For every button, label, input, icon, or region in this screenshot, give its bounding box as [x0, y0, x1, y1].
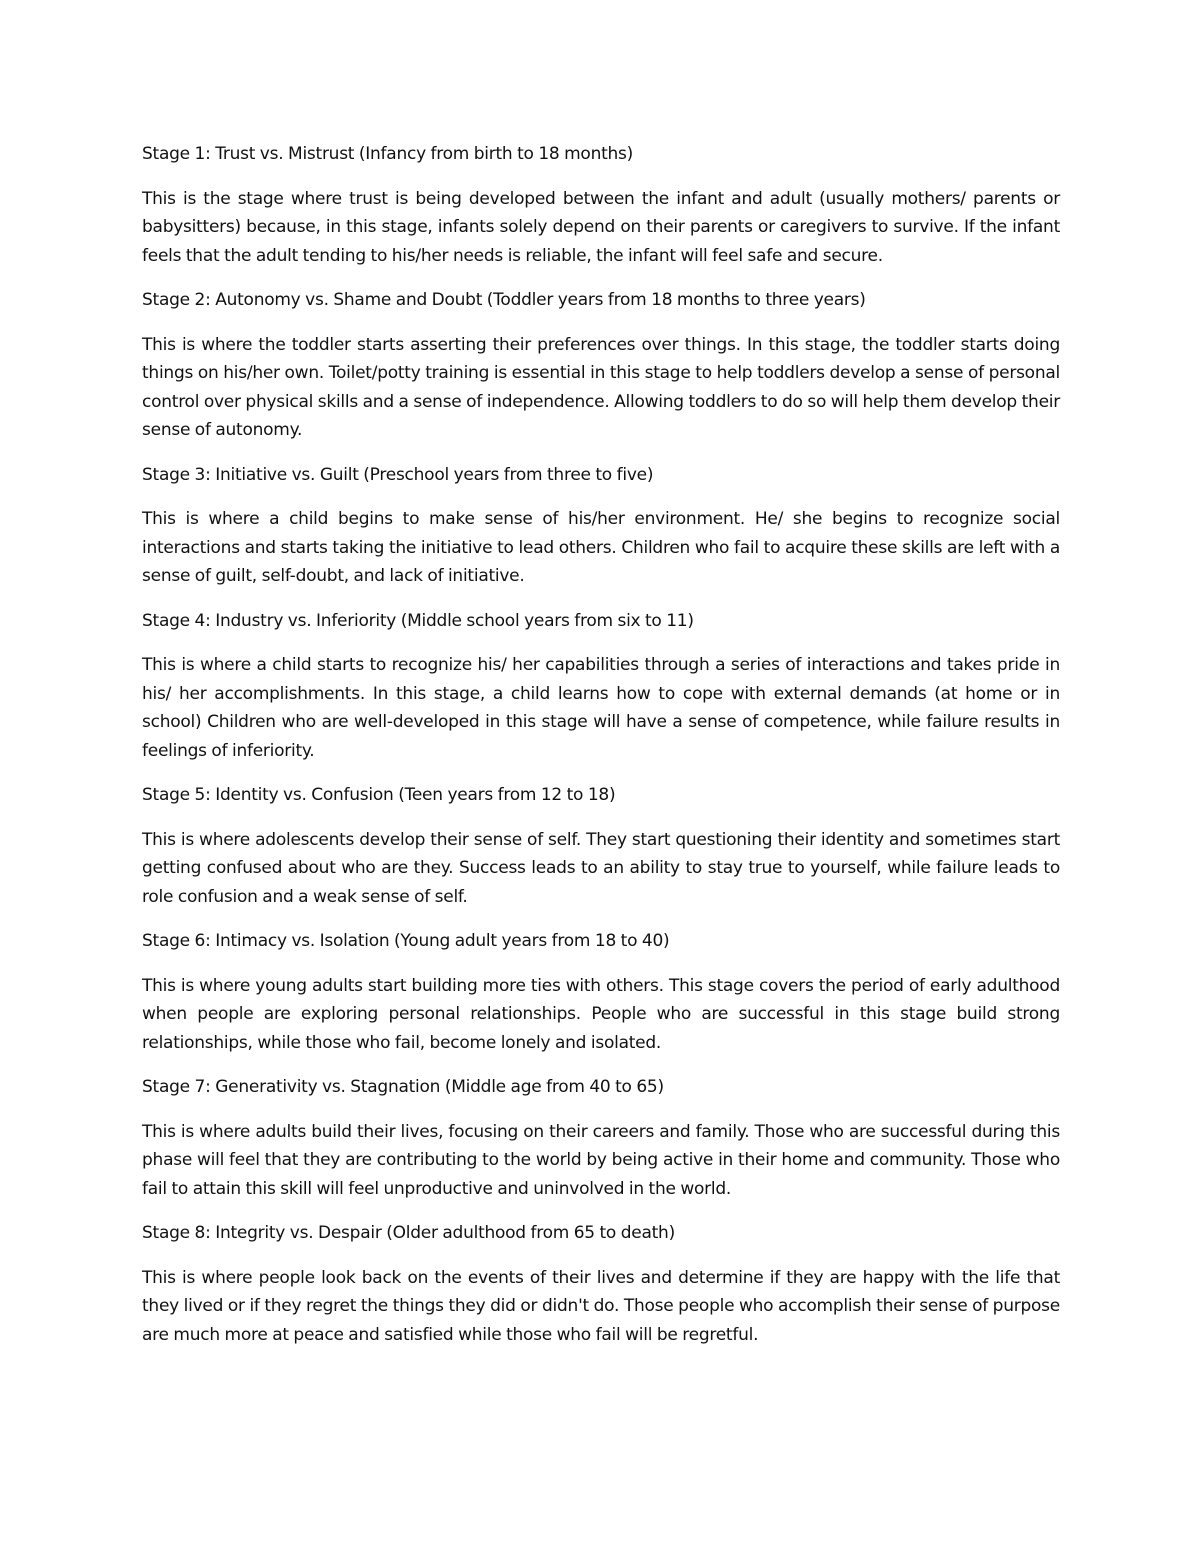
stage-7-body: This is where adults build their lives, focusing on their careers and family. Those who are successful during this phase will feel that they are contributing to the world by being active in their home and community. Those who fail to attain this skill will feel unproductive and uninvolved in the world.: [142, 1121, 1060, 1199]
stage-1-body: This is the stage where trust is being developed between the infant and adult (usually mothers/ parents or babysitters) because, in this stage, infants solely depend on their parents or caregivers to survive. If the infant feels that the adult tending to his/her needs is reliable, the infant will feel safe and secure.: [142, 188, 1060, 266]
stage-4-heading: Stage 4: Industry vs. Inferiority (Middle school years from six to 11): [142, 610, 694, 631]
stage-2-heading: Stage 2: Autonomy vs. Shame and Doubt (Toddler years from 18 months to three years): [142, 290, 866, 310]
stage-5-heading: Stage 5: Identity vs. Confusion (Teen years from 12 to 18): [142, 785, 616, 805]
stage-5-body: This is where adolescents develop their sense of self. They start questioning their identity and sometimes start getting confused about who are they. Success leads to an ability to stay true to yourself, while failure leads to role confusion and a weak sense of self.: [142, 829, 1060, 907]
stage-3-body: This is where a child begins to make sense of his/her environment. He/ she begins to recognize social interactions and starts taking the initiative to lead others. Children who fail to acquire these skills are left with a sense of guilt, self-doubt, and lack of initiative.: [142, 509, 1060, 586]
stage-6-heading: Stage 6: Intimacy vs. Isolation (Young adult years from 18 to 40): [142, 931, 670, 951]
stage-6-body: This is where young adults start building more ties with others. This stage covers the period of early adulthood when people are exploring personal relationships. People who are successful in this stage build strong relationships, while those who fail, become lonely and isolated.: [142, 975, 1060, 1053]
stage-8-body: This is where people look back on the events of their lives and determine if they are happy with the life that they lived or if they regret the things they did or didn't do. Those people who accomplish their sense of purpose are much more at peace and satisfied while those who fail will be regretful.: [142, 1267, 1060, 1345]
stage-2-body: This is where the toddler starts asserting their preferences over things. In this stage, the toddler starts doing things on his/her own. Toilet/potty training is essential in this stage to help toddlers develop a sense of personal control over physical skills and a sense of independence. Allowing toddlers to do so will help them develop their sense of autonomy.: [142, 334, 1060, 440]
stage-1-heading: Stage 1: Trust vs. Mistrust (Infancy from birth to 18 months): [142, 144, 634, 164]
stage-4-body: This is where a child starts to recognize his/ her capabilities through a series of interactions and takes pride in his/ her accomplishments. In this stage, a child learns how to cope with external demands (at home or in school) Children who are well-developed in this stage will have a sense of competence, while failure results in feelings of inferiority.: [142, 655, 1060, 761]
stage-3-heading: Stage 3: Initiative vs. Guilt (Preschool years from three to five): [142, 464, 654, 485]
stage-7-heading: Stage 7: Generativity vs. Stagnation (Middle age from 40 to 65): [142, 1077, 664, 1097]
stage-8-heading: Stage 8: Integrity vs. Despair (Older adulthood from 65 to death): [142, 1223, 675, 1243]
